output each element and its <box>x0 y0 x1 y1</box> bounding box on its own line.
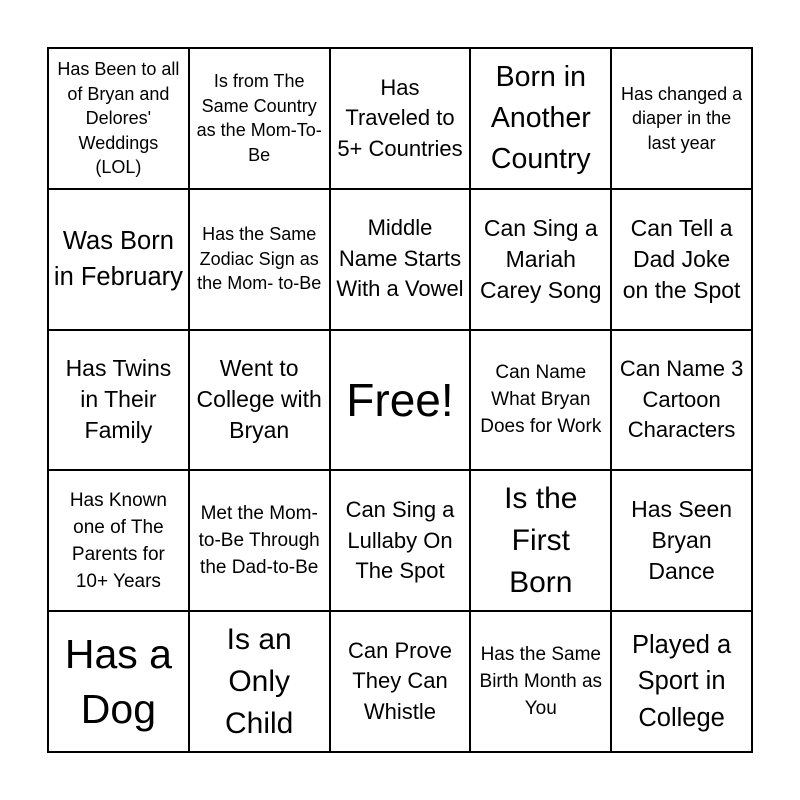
bingo-cell-r1c3[interactable] <box>330 48 471 189</box>
cell-text: Has Been to all of Bryan and Delores' Weddings (LOL) <box>57 59 180 178</box>
bingo-cell-r1c5[interactable] <box>611 48 752 189</box>
bingo-cell-r3c2[interactable] <box>189 330 330 471</box>
bingo-cell-r2c1[interactable] <box>48 189 189 330</box>
cell-text: Has the Same Zodiac Sign as the Mom- to-Be <box>197 224 322 294</box>
bingo-cell-r2c5[interactable] <box>611 189 752 330</box>
bingo-cell-r1c4[interactable] <box>470 48 611 189</box>
cell-text: Can Prove They Can Whistle <box>348 637 452 724</box>
cell-text: Is an Only Child <box>225 622 294 740</box>
cell-text: Has Known one of The Parents for 10+ Years <box>69 489 167 592</box>
bingo-cell-r3c4[interactable] <box>470 330 611 471</box>
cell-text: Has Seen Bryan Dance <box>631 496 733 585</box>
cell-text: Can Name 3 Cartoon Characters <box>619 356 744 443</box>
bingo-cell-r4c5[interactable] <box>611 470 752 611</box>
cell-text: Has Twins in Their Family <box>65 355 172 444</box>
bingo-cell-r2c2[interactable] <box>189 189 330 330</box>
cell-text: Met the Mom-to-Be Through the Dad-to-Be <box>198 503 320 579</box>
cell-text: Can Name What Bryan Does for Work <box>480 362 602 438</box>
cell-text: Born in Another Country <box>490 60 591 175</box>
bingo-cell-r5c2[interactable] <box>189 611 330 752</box>
cell-text: Went to College with Bryan <box>196 355 322 444</box>
cell-text: Has Traveled to 5+ Countries <box>337 74 463 161</box>
cell-text: Is the First Born <box>504 481 578 599</box>
bingo-cell-r2c4[interactable] <box>470 189 611 330</box>
bingo-board <box>47 47 753 753</box>
bingo-cell-r3c1[interactable] <box>48 330 189 471</box>
bingo-cell-r3c5[interactable] <box>611 330 752 471</box>
bingo-cell-free[interactable] <box>330 330 471 471</box>
cell-text: Middle Name Starts With a Vowel <box>336 215 464 302</box>
cell-text: Can Sing a Mariah Carey Song <box>480 214 602 303</box>
cell-text: Can Tell a Dad Joke on the Spot <box>622 214 741 303</box>
bingo-cell-r2c3[interactable] <box>330 189 471 330</box>
cell-text: Has a Dog <box>64 630 172 732</box>
bingo-cell-r5c1[interactable] <box>48 611 189 752</box>
bingo-cell-r4c4[interactable] <box>470 470 611 611</box>
bingo-cell-r4c1[interactable] <box>48 470 189 611</box>
cell-text: Was Born in February <box>53 226 183 292</box>
cell-text: Has changed a diaper in the last year <box>621 83 743 153</box>
bingo-cell-r4c2[interactable] <box>189 470 330 611</box>
bingo-cell-r4c3[interactable] <box>330 470 471 611</box>
bingo-cell-r5c5[interactable] <box>611 611 752 752</box>
bingo-cell-r5c4[interactable] <box>470 611 611 752</box>
cell-text: Played a Sport in College <box>631 630 732 732</box>
bingo-cell-r5c3[interactable] <box>330 611 471 752</box>
cell-text: Can Sing a Lullaby On The Spot <box>345 497 455 584</box>
bingo-cell-r1c1[interactable] <box>48 48 189 189</box>
free-space-text: Free! <box>346 373 454 426</box>
bingo-cell-r1c2[interactable] <box>189 48 330 189</box>
cell-text: Is from The Same Country as the Mom-To-Be <box>196 71 322 165</box>
cell-text: Has the Same Birth Month as You <box>479 644 603 720</box>
